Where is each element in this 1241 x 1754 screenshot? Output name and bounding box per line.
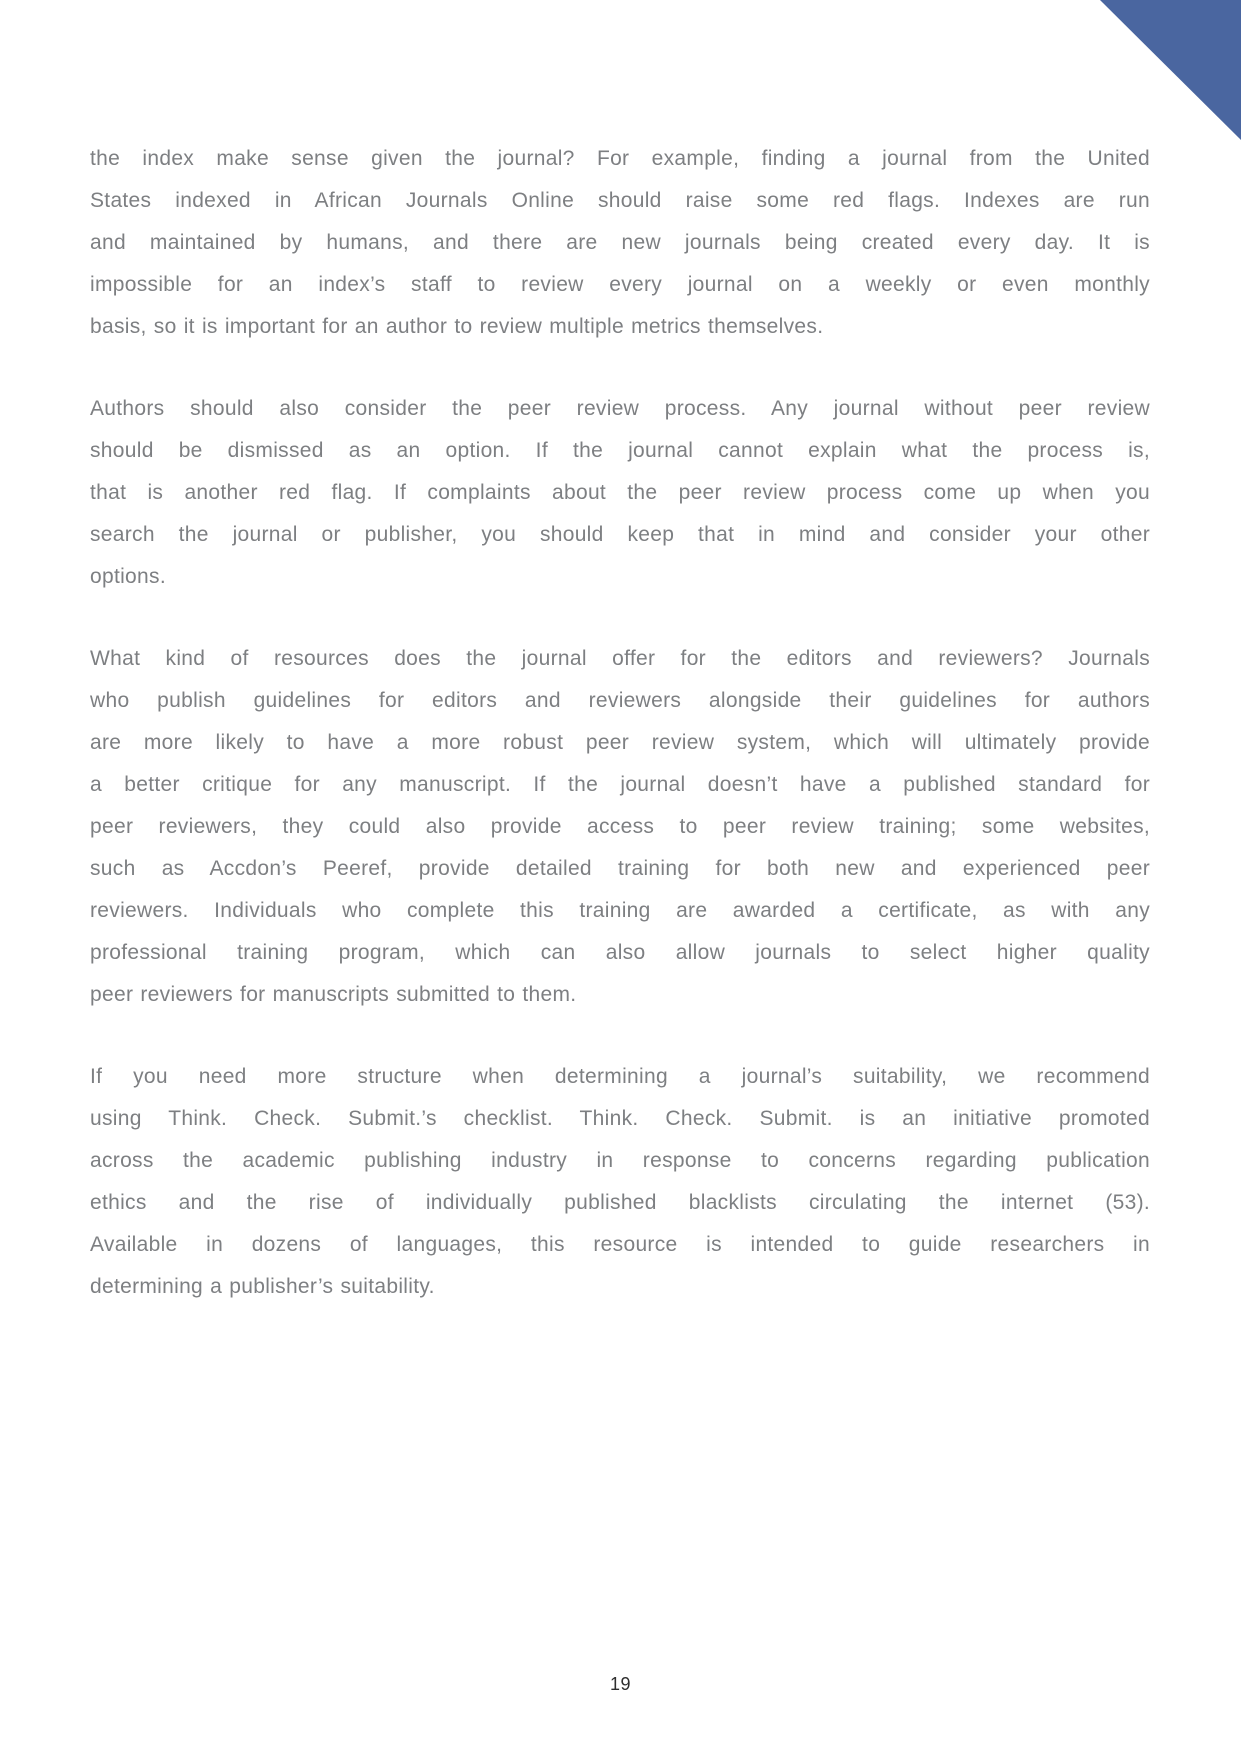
text-line: basis, so it is important for an author to review multiple metrics themselves.: [90, 315, 824, 338]
text-line: using Think. Check. Submit.’s checklist. Think. Check. Submit. is an initiative promoted: [90, 1107, 1150, 1130]
text-line: that is another red flag. If complaints about the peer review process come up when you: [90, 481, 1150, 504]
text-line: professional training program, which can also allow journals to select higher quality: [90, 941, 1150, 964]
text-line: should be dismissed as an option. If the journal cannot explain what the process is,: [90, 439, 1150, 462]
corner-triangle-decoration: [1100, 0, 1241, 140]
text-line: Available in dozens of languages, this resource is intended to guide researchers in: [90, 1233, 1150, 1256]
page-footer: [0, 1674, 1241, 1695]
text-line: reviewers. Individuals who complete this training are awarded a certificate, as with any: [90, 899, 1150, 922]
text-line: States indexed in African Journals Online should raise some red flags. Indexes are run: [90, 189, 1150, 212]
text-line: impossible for an index’s staff to review every journal on a weekly or even monthly: [90, 273, 1150, 296]
paragraph: [90, 138, 1150, 348]
text-line: search the journal or publisher, you should keep that in mind and consider your other: [90, 523, 1150, 546]
paragraph: [90, 388, 1150, 598]
text-line: who publish guidelines for editors and reviewers alongside their guidelines for authors: [90, 689, 1150, 712]
text-line: a better critique for any manuscript. If the journal doesn’t have a published standard for: [90, 773, 1150, 796]
text-line: such as Accdon’s Peeref, provide detailed training for both new and experienced peer: [90, 857, 1150, 880]
paragraph: [90, 1056, 1150, 1308]
text-line: options.: [90, 565, 166, 588]
text-line: If you need more structure when determining a journal’s suitability, we recommend: [90, 1065, 1150, 1088]
text-line: Authors should also consider the peer review process. Any journal without peer review: [90, 397, 1150, 420]
text-line: What kind of resources does the journal offer for the editors and reviewers? Journals: [90, 647, 1150, 670]
text-line: and maintained by humans, and there are new journals being created every day. It is: [90, 231, 1150, 254]
text-line: ethics and the rise of individually published blacklists circulating the internet (53).: [90, 1191, 1150, 1214]
page-body: [90, 138, 1150, 1348]
paragraph: [90, 638, 1150, 1016]
text-line: the index make sense given the journal? For example, finding a journal from the United: [90, 147, 1150, 170]
text-line: are more likely to have a more robust peer review system, which will ultimately provide: [90, 731, 1150, 754]
text-line: peer reviewers for manuscripts submitted to them.: [90, 983, 577, 1006]
corner-triangle-shape: [1100, 0, 1241, 140]
text-line: across the academic publishing industry in response to concerns regarding publication: [90, 1149, 1150, 1172]
page-number: 19: [609, 1674, 632, 1694]
text-line: peer reviewers, they could also provide access to peer review training; some websites,: [90, 815, 1150, 838]
text-line: determining a publisher’s suitability.: [90, 1275, 435, 1298]
